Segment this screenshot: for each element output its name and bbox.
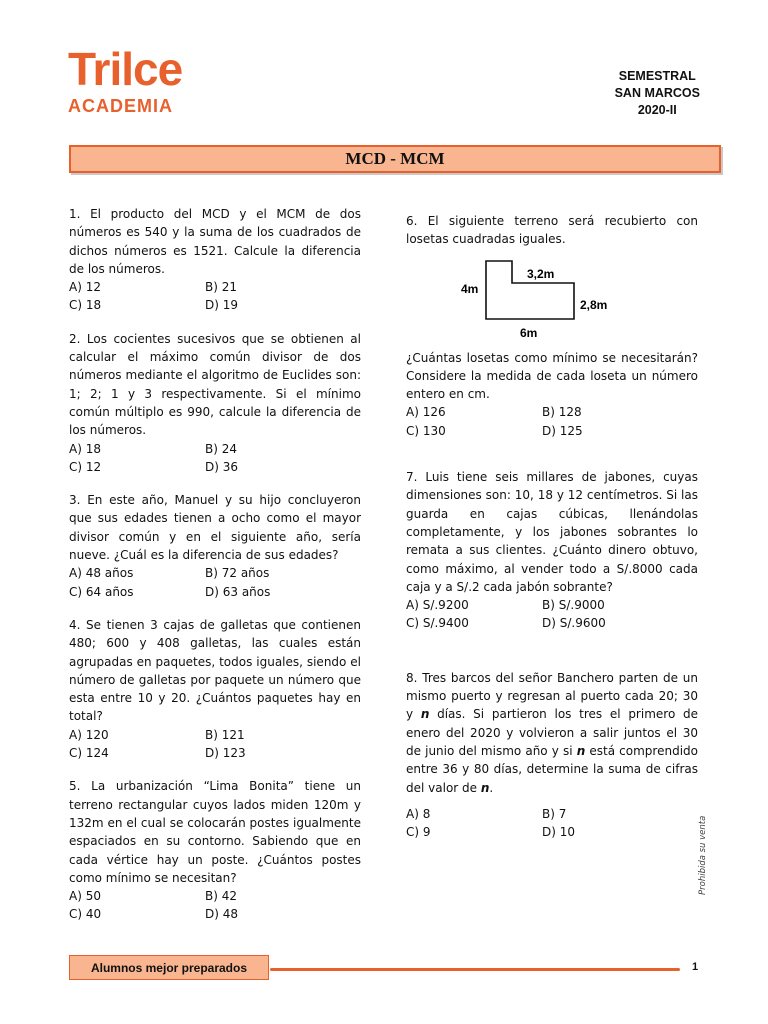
option-b: B) S/.9000 [542,598,605,613]
options [406,805,698,842]
option-c: C) 9 [406,825,431,840]
option-d: D) S/.9600 [542,616,606,631]
option-d: D) 48 [205,907,239,922]
option-b: B) 21 [205,280,237,295]
footer-label-box [69,955,269,980]
page-title: MCD - MCM [345,149,445,168]
option-b: B) 24 [205,441,237,456]
option-c: C) 64 años [69,584,134,599]
question-text: 2. Los cocientes sucesivos que se obtienen al calcular el máximo común divisor de dos números mediante el algoritmo de Euclides son: 1; 2; 1 y 3 respectivamente. Si el mínimo común múltiplo es 990, calcule la diferencia de los números. [69,331,361,438]
option-d: D) 19 [205,298,239,313]
option-a: A) 18 [69,441,101,456]
question-text: 6. El siguiente terreno será recubierto con losetas cuadradas iguales. [406,214,698,247]
option-b: B) 72 años [205,566,270,581]
question-3 [69,491,361,601]
text-part-a: 8. Tres barcos del señor Banchero parten de un mismo puerto y regresan al puerto cada 20; 30 y [406,670,698,722]
option-b: B) 128 [542,405,582,420]
option-a: A) 8 [406,806,431,821]
question-4 [69,616,361,762]
terrain-figure [406,253,698,343]
course-type: SEMESTRAL [618,69,696,83]
title-banner [69,145,721,173]
left-column [69,205,361,939]
options [406,596,698,633]
options [69,564,361,601]
question-text: 4. Se tienen 3 cajas de galletas que contienen 480; 600 y 408 galletas, las cuales están agrupadas en paquetes, todos iguales, siendo el número de galletas por paquete un número que esta entre 10 y 20. ¿Cuántos paquetes hay en total? [69,617,361,724]
footer-rule [270,968,680,971]
footer-label: Alumnos mejor preparados [90,960,248,975]
question-text: 3. En este año, Manuel y su hijo concluyeron que sus edades tienen a ocho como el mayor divisor común y en el siguiente año, sería nueve. ¿Cuál es la diferencia de sus edades? [69,493,361,563]
label-left: 4m [461,281,479,296]
option-b: B) 121 [205,727,245,742]
course-campus: SAN MARCOS [614,86,700,100]
option-a: A) 12 [69,280,101,295]
option-c: C) 130 [406,423,446,438]
text-part-b: días. Si partieron los tres el primero de enero del 2020 y volvieron a salir juntos el 30 de junio del mismo año y si [406,707,699,758]
question-5 [69,777,361,923]
question-text-continued: ¿Cuántas losetas como mínimo se necesitarán? Considere la medida de cada loseta un número entero en cm. [406,350,698,402]
academy-logo [68,44,182,116]
terrain-diagram [406,253,698,343]
question-text: 7. Luis tiene seis millares de jabones, cuyas dimensiones son: 10, 18 y 12 centímetros. Si las guarda en cajas cúbicas, llenándolas completamente, y los jabones sobrantes lo remata a sus clientes. ¿Cuánto dinero obtuvo, como máximo, al vender todo a S/.8000 cada caja y a S/.2 cada jabón sobrante? [406,470,698,594]
option-b: B) 42 [205,889,237,904]
label-right: 2,8m [580,297,608,312]
options [406,403,698,440]
option-c: C) 12 [69,459,102,474]
option-d: D) 10 [542,825,576,840]
option-c: C) 40 [69,907,102,922]
side-note: Prohibida su venta [698,815,708,895]
question-text [406,669,698,797]
options [69,440,361,477]
options [69,278,361,315]
options [69,887,361,924]
page-number: 1 [692,961,699,973]
option-d: D) 125 [542,423,583,438]
option-d: D) 123 [205,746,246,761]
option-c: C) S/.9400 [406,616,469,631]
question-8 [406,669,698,842]
question-1 [69,205,361,315]
option-d: D) 36 [205,459,239,474]
variable-n: n [480,780,490,795]
question-text: 1. El producto del MCD y el MCM de dos números es 540 y la suma de los cuadrados de dichos números es 1521. Calcule la diferencia de los números. [69,207,361,276]
label-top: 3,2m [527,266,555,281]
question-text: 5. La urbanización “Lima Bonita” tiene un terreno rectangular cuyos lados miden 120m y 132m en el cual se colocarán postes igualmente espaciados en su contorno. Sabiendo que en cada vértice hay un poste. ¿Cuántos postes como mínimo se necesitan? [69,779,361,885]
option-a: A) 120 [69,727,109,742]
question-6 [406,212,698,440]
options [69,726,361,763]
option-c: C) 124 [69,746,109,761]
variable-n: n [576,743,586,758]
option-b: B) 7 [542,806,567,821]
text-part-d: . [489,780,494,795]
option-a: A) 48 años [69,566,134,581]
right-column [406,212,698,856]
logo-subtitle: ACADEMIA [68,96,173,116]
text-part-c: está comprendido entre 36 y 80 días, determine la suma de cifras del valor de [406,743,698,795]
course-period: 2020-II [637,103,677,117]
variable-n: n [420,707,430,722]
option-a: A) S/.9200 [406,598,469,613]
question-7 [406,468,698,633]
option-a: A) 126 [406,405,446,420]
option-a: A) 50 [69,889,101,904]
logo-wordmark: Trilce [68,43,183,95]
option-d: D) 63 años [205,584,271,599]
option-c: C) 18 [69,298,102,313]
course-info [615,68,700,119]
question-2 [69,330,361,476]
label-bottom: 6m [520,325,538,340]
